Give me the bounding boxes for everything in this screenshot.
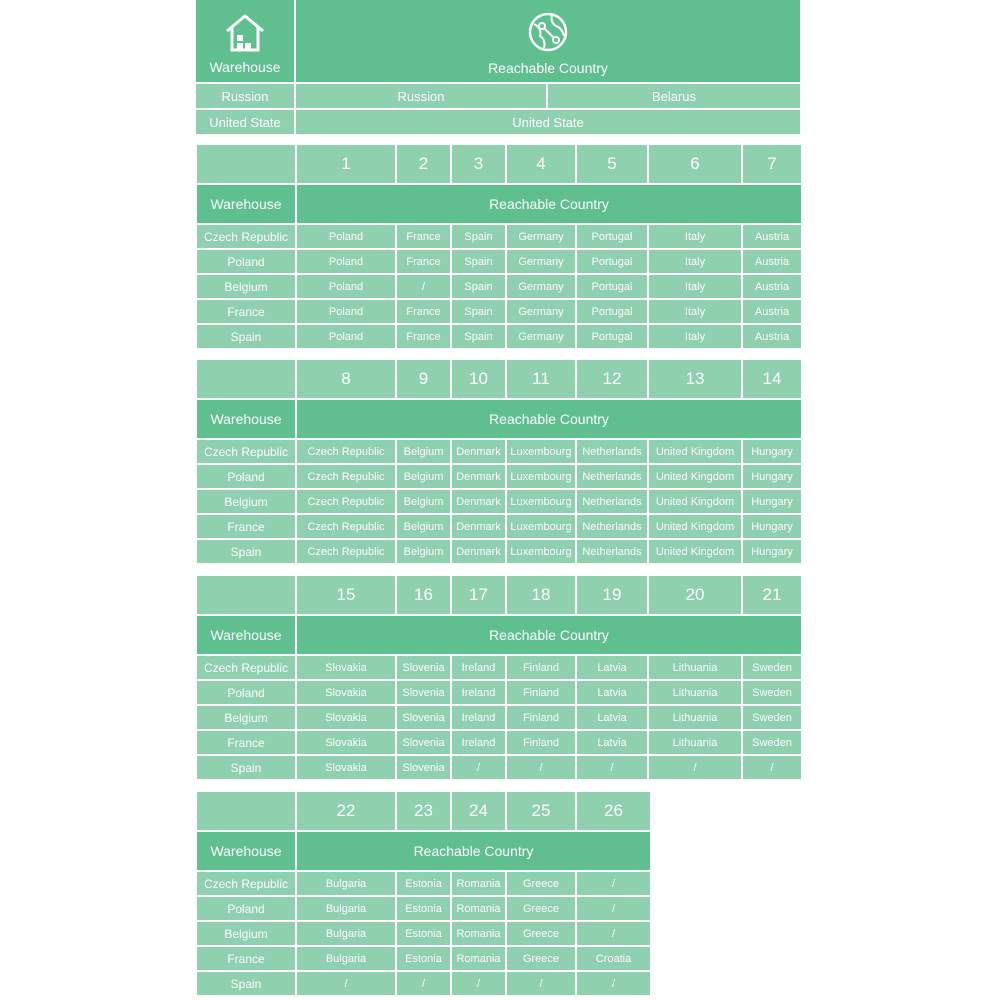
- country-cell: Finland: [506, 680, 576, 705]
- country-cell: Finland: [506, 705, 576, 730]
- warehouse-name: France: [196, 946, 296, 971]
- country-cell: Lithuania: [648, 730, 742, 755]
- warehouse-name: Belgium: [196, 705, 296, 730]
- country-cell: Belgium: [396, 439, 451, 464]
- table-row: [196, 249, 802, 274]
- country-cell: Czech Republic: [296, 539, 396, 564]
- country-cell: Belgium: [396, 489, 451, 514]
- country-cell: Italy: [648, 249, 742, 274]
- table-row: [196, 946, 651, 971]
- table-row: [196, 439, 802, 464]
- column-number: 21: [742, 575, 802, 615]
- warehouse-name: Czech Republic: [196, 439, 296, 464]
- table-row: [196, 299, 802, 324]
- table-row: [196, 755, 802, 780]
- country-cell: Poland: [296, 249, 396, 274]
- column-number: 2: [396, 144, 451, 184]
- country-cell: /: [451, 755, 506, 780]
- country-cell: Czech Republic: [296, 514, 396, 539]
- warehouse-header: Warehouse: [196, 831, 296, 871]
- globe-icon: [526, 10, 570, 54]
- country-cell: Lithuania: [648, 655, 742, 680]
- column-number: 11: [506, 359, 576, 399]
- warehouse-name: Belgium: [196, 274, 296, 299]
- corner-cell: [196, 791, 296, 831]
- warehouse-cell-united-state: United State: [196, 110, 294, 134]
- country-cell: Netherlands: [576, 539, 648, 564]
- country-cell: Austria: [742, 274, 802, 299]
- warehouse-name: France: [196, 730, 296, 755]
- country-cell: United Kingdom: [648, 439, 742, 464]
- warehouse-name: Czech Republic: [196, 224, 296, 249]
- country-cell: United Kingdom: [648, 464, 742, 489]
- country-cell: Portugal: [576, 274, 648, 299]
- country-cell: France: [396, 324, 451, 349]
- table-row: [196, 539, 802, 564]
- coverage-table: [195, 358, 803, 565]
- country-cell: Slovakia: [296, 730, 396, 755]
- country-cell: Greece: [506, 946, 576, 971]
- warehouse-name: Spain: [196, 324, 296, 349]
- table-row: [196, 324, 802, 349]
- reachable-header: Reachable Country: [296, 184, 802, 224]
- country-cell: Sweden: [742, 680, 802, 705]
- country-cell: Finland: [506, 655, 576, 680]
- country-cell: Portugal: [576, 249, 648, 274]
- warehouse-name: Poland: [196, 896, 296, 921]
- country-cell: Romania: [451, 921, 506, 946]
- country-cell: Spain: [451, 324, 506, 349]
- country-cell: Bulgaria: [296, 921, 396, 946]
- country-cell: Italy: [648, 274, 742, 299]
- country-cell: Estonia: [396, 896, 451, 921]
- country-cell: Sweden: [742, 655, 802, 680]
- column-number: 17: [451, 575, 506, 615]
- column-number: 6: [648, 144, 742, 184]
- warehouse-name: Belgium: [196, 921, 296, 946]
- country-cell-belarus: Belarus: [548, 84, 800, 108]
- country-cell-russion: Russion: [296, 84, 546, 108]
- country-cell: Germany: [506, 274, 576, 299]
- warehouse-name: Czech Republic: [196, 655, 296, 680]
- reachable-header-label: Reachable Country: [488, 60, 608, 76]
- country-cell: /: [648, 755, 742, 780]
- country-cell-united-state: United State: [296, 110, 800, 134]
- country-cell: Netherlands: [576, 489, 648, 514]
- table-row: [196, 514, 802, 539]
- table-row: [196, 871, 651, 896]
- country-cell: Sweden: [742, 705, 802, 730]
- column-number: 12: [576, 359, 648, 399]
- country-cell: Estonia: [396, 946, 451, 971]
- country-cell: Hungary: [742, 514, 802, 539]
- country-cell: Italy: [648, 299, 742, 324]
- column-number: 20: [648, 575, 742, 615]
- column-number: 14: [742, 359, 802, 399]
- country-cell: Netherlands: [576, 514, 648, 539]
- column-number: 23: [396, 791, 451, 831]
- country-cell: /: [576, 871, 651, 896]
- country-cell: Hungary: [742, 489, 802, 514]
- country-cell: Lithuania: [648, 705, 742, 730]
- table-row: [196, 680, 802, 705]
- country-cell: Spain: [451, 299, 506, 324]
- country-cell: Ireland: [451, 705, 506, 730]
- warehouse-icon: [223, 11, 267, 55]
- country-cell: Hungary: [742, 539, 802, 564]
- warehouse-header: Warehouse: [196, 615, 296, 655]
- country-cell: Sweden: [742, 730, 802, 755]
- coverage-block-2: [196, 358, 803, 565]
- country-cell: Poland: [296, 324, 396, 349]
- country-cell: France: [396, 299, 451, 324]
- column-number: 19: [576, 575, 648, 615]
- country-cell: Latvia: [576, 680, 648, 705]
- column-number: 24: [451, 791, 506, 831]
- reachable-header: Reachable Country: [296, 399, 802, 439]
- country-cell: Germany: [506, 224, 576, 249]
- country-cell: Czech Republic: [296, 464, 396, 489]
- country-cell: Lithuania: [648, 680, 742, 705]
- country-cell: Portugal: [576, 224, 648, 249]
- country-cell: Ireland: [451, 730, 506, 755]
- country-cell: Denmark: [451, 439, 506, 464]
- country-cell: Austria: [742, 324, 802, 349]
- country-cell: Slovakia: [296, 680, 396, 705]
- country-cell: France: [396, 224, 451, 249]
- reachable-header: Reachable Country: [296, 831, 651, 871]
- country-cell: Latvia: [576, 730, 648, 755]
- country-cell: Bulgaria: [296, 896, 396, 921]
- corner-cell: [196, 575, 296, 615]
- country-cell: /: [576, 755, 648, 780]
- country-cell: /: [576, 896, 651, 921]
- warehouse-header-cell: [196, 0, 294, 82]
- country-cell: Hungary: [742, 464, 802, 489]
- country-cell: Latvia: [576, 655, 648, 680]
- country-cell: Denmark: [451, 539, 506, 564]
- table-row: [196, 971, 651, 996]
- country-cell: Portugal: [576, 324, 648, 349]
- country-cell: Slovenia: [396, 680, 451, 705]
- country-cell: /: [451, 971, 506, 996]
- country-cell: Romania: [451, 946, 506, 971]
- warehouse-name: Poland: [196, 464, 296, 489]
- warehouse-name: Spain: [196, 971, 296, 996]
- country-cell: Croatia: [576, 946, 651, 971]
- corner-cell: [196, 144, 296, 184]
- warehouse-header: Warehouse: [196, 399, 296, 439]
- warehouse-header: Warehouse: [196, 184, 296, 224]
- country-cell: Austria: [742, 249, 802, 274]
- country-cell: Czech Republic: [296, 489, 396, 514]
- table-row: [196, 464, 802, 489]
- country-cell: Germany: [506, 324, 576, 349]
- country-cell: Latvia: [576, 705, 648, 730]
- country-cell: Spain: [451, 224, 506, 249]
- country-cell: Italy: [648, 324, 742, 349]
- country-cell: Czech Republic: [296, 439, 396, 464]
- country-cell: Greece: [506, 896, 576, 921]
- country-cell: Denmark: [451, 489, 506, 514]
- country-cell: Belgium: [396, 514, 451, 539]
- country-cell: Netherlands: [576, 464, 648, 489]
- table-row: [196, 655, 802, 680]
- column-number: 25: [506, 791, 576, 831]
- country-cell: Greece: [506, 871, 576, 896]
- table-row: [196, 224, 802, 249]
- column-number: 15: [296, 575, 396, 615]
- table-row: [196, 705, 802, 730]
- warehouse-name: France: [196, 514, 296, 539]
- country-cell: United Kingdom: [648, 489, 742, 514]
- country-cell: Slovenia: [396, 655, 451, 680]
- column-number: 3: [451, 144, 506, 184]
- country-cell: Slovakia: [296, 705, 396, 730]
- reachable-header-cell: [296, 0, 800, 82]
- column-number: 26: [576, 791, 651, 831]
- country-cell: Ireland: [451, 680, 506, 705]
- country-cell: Slovakia: [296, 755, 396, 780]
- table-row: [196, 921, 651, 946]
- country-cell: Denmark: [451, 514, 506, 539]
- country-cell: /: [396, 971, 451, 996]
- table-row: [196, 489, 802, 514]
- country-cell: Austria: [742, 299, 802, 324]
- country-cell: /: [742, 755, 802, 780]
- country-cell: Poland: [296, 299, 396, 324]
- country-cell: Luxembourg: [506, 539, 576, 564]
- table-row: [196, 896, 651, 921]
- table-row: [196, 730, 802, 755]
- country-cell: /: [576, 971, 651, 996]
- country-cell: United Kingdom: [648, 539, 742, 564]
- reachable-header: Reachable Country: [296, 615, 802, 655]
- country-cell: Luxembourg: [506, 464, 576, 489]
- country-cell: United Kingdom: [648, 514, 742, 539]
- country-cell: /: [506, 755, 576, 780]
- corner-cell: [196, 359, 296, 399]
- column-number: 5: [576, 144, 648, 184]
- warehouse-cell-russion: Russion: [196, 84, 294, 108]
- country-cell: Ireland: [451, 655, 506, 680]
- coverage-block-1: [196, 143, 803, 350]
- country-cell: Netherlands: [576, 439, 648, 464]
- country-cell: Estonia: [396, 871, 451, 896]
- country-cell: Poland: [296, 274, 396, 299]
- country-cell: Slovenia: [396, 755, 451, 780]
- column-number: 1: [296, 144, 396, 184]
- warehouse-name: Poland: [196, 249, 296, 274]
- country-cell: Luxembourg: [506, 489, 576, 514]
- country-cell: Slovenia: [396, 705, 451, 730]
- country-cell: Finland: [506, 730, 576, 755]
- country-cell: Italy: [648, 224, 742, 249]
- country-cell: Poland: [296, 224, 396, 249]
- country-cell: Romania: [451, 871, 506, 896]
- warehouse-name: Spain: [196, 755, 296, 780]
- coverage-block-3: [196, 574, 803, 781]
- country-cell: Slovenia: [396, 730, 451, 755]
- country-cell: /: [506, 971, 576, 996]
- country-cell: /: [396, 274, 451, 299]
- column-number: 13: [648, 359, 742, 399]
- top-table: [196, 0, 800, 140]
- warehouse-name: France: [196, 299, 296, 324]
- table-row: [196, 274, 802, 299]
- column-number: 9: [396, 359, 451, 399]
- country-cell: Romania: [451, 896, 506, 921]
- country-cell: Germany: [506, 249, 576, 274]
- warehouse-header-label: Warehouse: [209, 59, 281, 75]
- column-number: 22: [296, 791, 396, 831]
- column-number: 10: [451, 359, 506, 399]
- column-number: 16: [396, 575, 451, 615]
- coverage-block-4: [196, 790, 652, 997]
- column-number: 7: [742, 144, 802, 184]
- country-cell: Belgium: [396, 464, 451, 489]
- column-number: 18: [506, 575, 576, 615]
- country-cell: Spain: [451, 249, 506, 274]
- country-cell: Estonia: [396, 921, 451, 946]
- country-cell: Belgium: [396, 539, 451, 564]
- warehouse-name: Spain: [196, 539, 296, 564]
- country-cell: /: [576, 921, 651, 946]
- country-cell: Bulgaria: [296, 871, 396, 896]
- country-cell: Germany: [506, 299, 576, 324]
- country-cell: Luxembourg: [506, 439, 576, 464]
- country-cell: Greece: [506, 921, 576, 946]
- country-cell: France: [396, 249, 451, 274]
- country-cell: Austria: [742, 224, 802, 249]
- warehouse-name: Czech Republic: [196, 871, 296, 896]
- country-cell: Luxembourg: [506, 514, 576, 539]
- coverage-table: [195, 143, 803, 350]
- warehouse-name: Belgium: [196, 489, 296, 514]
- country-cell: Slovakia: [296, 655, 396, 680]
- shipping-coverage: [196, 0, 800, 991]
- warehouse-name: Poland: [196, 680, 296, 705]
- coverage-table: [195, 574, 803, 781]
- country-cell: Bulgaria: [296, 946, 396, 971]
- country-cell: Portugal: [576, 299, 648, 324]
- coverage-table: [195, 790, 652, 997]
- country-cell: /: [296, 971, 396, 996]
- country-cell: Spain: [451, 274, 506, 299]
- country-cell: Hungary: [742, 439, 802, 464]
- column-number: 4: [506, 144, 576, 184]
- column-number: 8: [296, 359, 396, 399]
- country-cell: Denmark: [451, 464, 506, 489]
